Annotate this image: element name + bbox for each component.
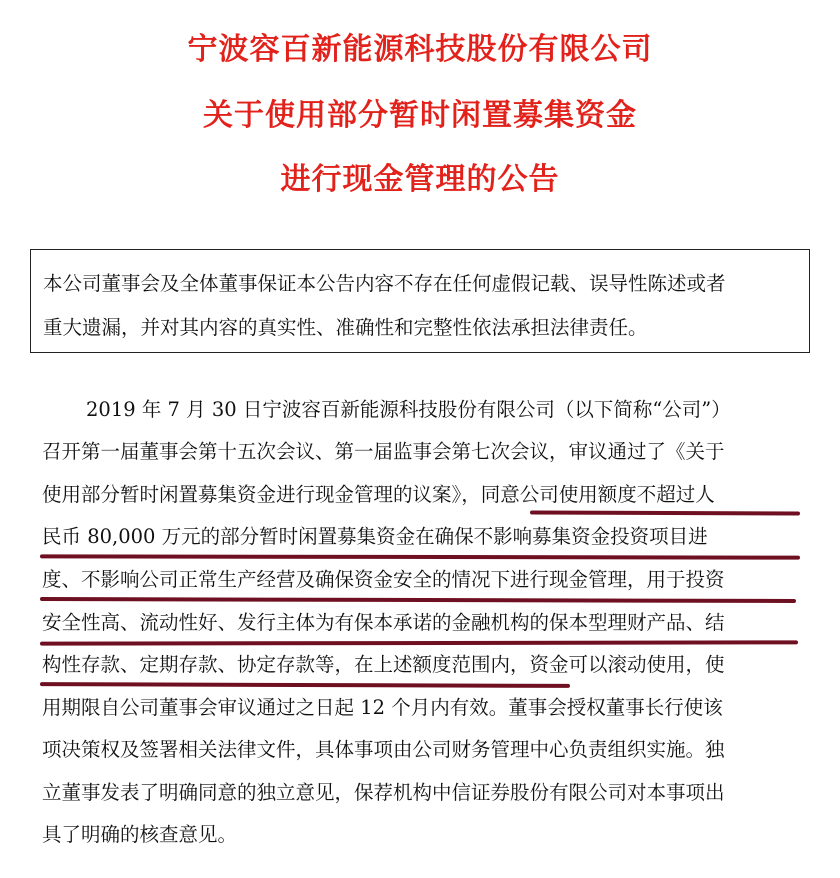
body-line-1: 2019 年 7 月 30 日宁波容百新能源科技股份有限公司（以下简称“公司”） bbox=[86, 398, 731, 421]
announcement-title-subject: 关于使用部分暂时闲置募集资金 bbox=[203, 98, 637, 133]
emphasis-underline bbox=[40, 640, 798, 645]
announcement-title-company: 宁波容百新能源科技股份有限公司 bbox=[187, 32, 653, 67]
notice-line: 本公司董事会及全体董事保证本公告内容不存在任何虚假记载、误导性陈述或者 bbox=[43, 272, 726, 295]
body-line-11: 具了明确的核查意见。 bbox=[42, 823, 238, 846]
body-line-9: 项决策权及签署相关法律文件，具体事项由公司财务管理中心负责组织实施。独 bbox=[42, 738, 725, 761]
emphasis-underline bbox=[40, 682, 570, 688]
announcement-title-subject-cont: 进行现金管理的公告 bbox=[280, 162, 560, 197]
body-line-4: 民币 80,000 万元的部分暂时闲置募集资金在确保不影响募集资金投资项目进 bbox=[42, 525, 708, 548]
body-line-10: 立董事发表了明确同意的独立意见，保荐机构中信证券股份有限公司对本事项出 bbox=[42, 781, 725, 804]
emphasis-underline bbox=[40, 554, 800, 559]
emphasis-underline bbox=[40, 597, 796, 603]
body-line-8: 用期限自公司董事会审议通过之日起 12 个月内有效。董事会授权董事长行使该 bbox=[42, 696, 723, 719]
notice-line: 重大遗漏，并对其内容的真实性、准确性和完整性依法承担法律责任。 bbox=[43, 316, 648, 339]
body-line-6: 安全性高、流动性好、发行主体为有保本承诺的金融机构的保本型理财产品、结 bbox=[42, 611, 725, 634]
body-line-2: 召开第一届董事会第十五次会议、第一届监事会第七次会议，审议通过了《关于 bbox=[42, 440, 725, 463]
board-guarantee-notice-box bbox=[30, 249, 810, 353]
body-line-5: 度、不影响公司正常生产经营及确保资金安全的情况下进行现金管理，用于投资 bbox=[42, 568, 725, 591]
emphasis-underline bbox=[530, 511, 800, 516]
body-line-7: 构性存款、定期存款、协定存款等，在上述额度范围内，资金可以滚动使用，使 bbox=[42, 653, 725, 676]
body-line-3: 使用部分暂时闲置募集资金进行现金管理的议案》，同意公司使用额度不超过人 bbox=[42, 483, 715, 506]
